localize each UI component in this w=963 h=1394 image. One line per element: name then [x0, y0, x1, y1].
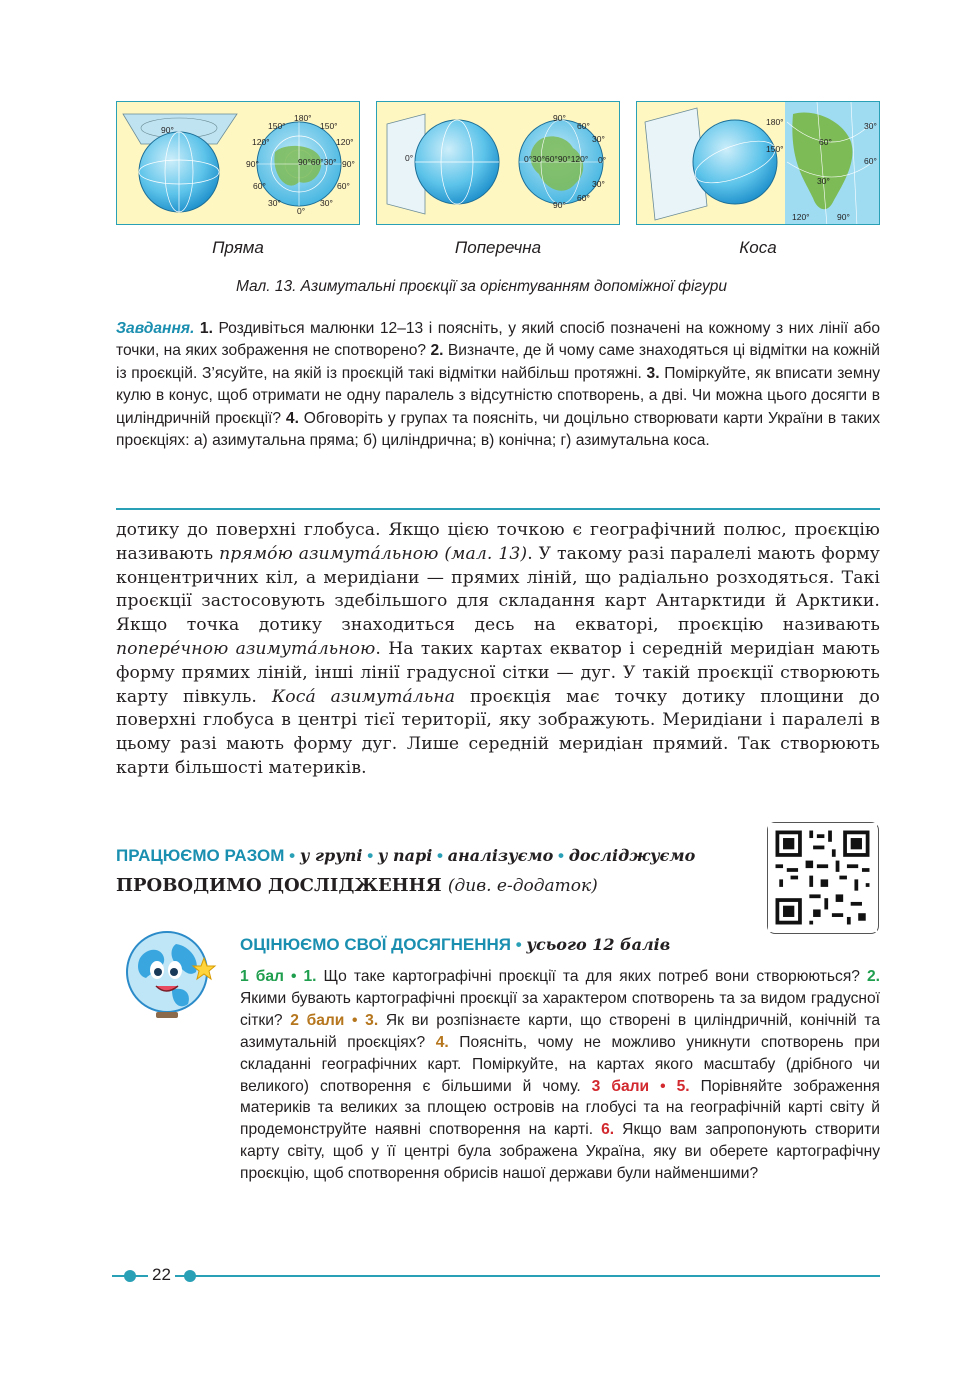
task-text: Поміркуйте, як вписати земну кулю в конус, щоб отримати не одну паралель з відсутністю спотворень, а дві. Чи можна цього досягти в циліндричній проєкції?	[116, 364, 880, 427]
degree-label: 90°60°30°	[298, 157, 337, 167]
degree-label: 90°	[342, 159, 355, 169]
degree-label: 30°	[864, 121, 877, 131]
research-note: (див. е-додаток)	[447, 876, 598, 896]
figure-title: Мал. 13. Азимутальні проєкції за орієнтуванням допоміжної фігури	[235, 278, 728, 295]
degree-label: 0°30°60°90°120°	[524, 154, 589, 164]
degree-label: 60°	[577, 193, 590, 203]
degree-label: 180°	[294, 113, 312, 123]
degree-label: 120°	[792, 212, 810, 222]
degree-label: 90°	[246, 159, 259, 169]
question-number: 6.	[601, 1121, 615, 1139]
question-text: Що таке картографічні проєкції та для яких потреб вони створюються?	[316, 968, 867, 985]
qr-code[interactable]	[767, 822, 879, 934]
degree-label: 0°	[598, 155, 607, 165]
degree-label: 90°	[837, 212, 850, 222]
figure-oblique-projection	[636, 101, 880, 225]
page-number: 22	[148, 1265, 175, 1285]
term: прямóю азимутáльною (мал. 13)	[219, 543, 528, 564]
mode-item: у групі	[299, 846, 363, 865]
assessment-heading: ОЦІНЮЄМО СВОЇ ДОСЯГНЕННЯ • усього 12 балів	[240, 935, 671, 954]
points-label: 1 бал • 1.	[240, 968, 317, 985]
body-text: дотику до поверхні глобуса. Якщо цією точкою є географічний полюс, проєкцію називають	[116, 520, 880, 564]
degree-label: 30°	[817, 176, 830, 186]
degree-label: 150°	[766, 144, 784, 154]
degree-label: 60°	[819, 137, 832, 147]
question-text: Якими бувають картографічні проєкції за характером спотворень та за видом градусної сітки?	[240, 989, 880, 1029]
work-together-heading: ПРАЦЮЄМО РАЗОМ • у групі • у парі • аналізуємо • досліджуємо	[116, 846, 696, 865]
mode-item: у парі	[377, 846, 433, 865]
mode-item: аналізуємо	[447, 846, 554, 865]
degree-label: 90°	[553, 113, 566, 123]
term: поперéчною азимутáльною	[116, 638, 376, 659]
footer-rule	[112, 1275, 880, 1277]
degree-label: 120°	[336, 137, 354, 147]
degree-label: 120°	[252, 137, 270, 147]
work-together-title: ПРАЦЮЄМО РАЗОМ	[116, 846, 285, 865]
question-number: 2.	[866, 968, 880, 985]
footer-ornament-icon	[112, 1268, 142, 1284]
body-text: . На таких картах екватор і середній меридіан мають форму прямих ліній, інші лінії градусної сітки — дуг. У такій проєкції створюють карту півкуль.	[116, 638, 880, 707]
footer-ornament-icon	[178, 1268, 202, 1284]
points-label: 2 бали • 3.	[290, 1011, 379, 1029]
section-divider	[116, 508, 880, 510]
figure-caption-direct: Пряма	[212, 238, 264, 257]
task-number: 2.	[430, 342, 444, 360]
body-paragraph	[116, 519, 880, 781]
degree-label: 0°	[297, 206, 306, 216]
assessment-title: ОЦІНЮЄМО СВОЇ ДОСЯГНЕННЯ	[240, 935, 511, 954]
research-title: ПРОВОДИМО ДОСЛІДЖЕННЯ	[116, 875, 442, 896]
term: Косá азимутáльна	[271, 686, 456, 707]
research-heading	[116, 875, 598, 896]
degree-label: 90°	[553, 200, 566, 210]
mode-item: досліджуємо	[568, 846, 696, 865]
figure-caption-transverse: Поперечна	[454, 238, 542, 257]
figure-caption-oblique: Коса	[739, 238, 777, 257]
degree-label: 30°	[592, 179, 605, 189]
body-text: . У такому разі паралелі мають форму концентричних кіл, а меридіани — прямих ліній, що радіально розходяться. Такі проєкції застосовують здебільшого для складання карт Антарктиди й Арктики. Якщо точка дотику знаходиться десь на екваторі, проєкцію називають	[116, 543, 880, 636]
degree-label: 60°	[864, 156, 877, 166]
degree-label: 60°	[577, 121, 590, 131]
task-text: Роздивіться малюнки 12–13 і поясніть, у який спосіб позначені на кожному з них лінії або точки, на яких зображення не спотворено?	[116, 320, 880, 360]
degree-label: 30°	[320, 198, 333, 208]
degree-label: 30°	[592, 134, 605, 144]
question-text: Поясніть, чому не можливо уникнути спотворень при складанні географічних карт. Поміркуйте, на картах якого масштабу (дрібного чи великого) спотворення є більшими й чому.	[240, 1033, 880, 1095]
degree-label: 60°	[253, 181, 266, 191]
degree-label: 90°	[161, 125, 174, 135]
degree-label: 180°	[766, 117, 784, 127]
degree-label: 60°	[337, 181, 350, 191]
degree-label: 150°	[320, 121, 338, 131]
assessment-questions	[116, 966, 880, 1185]
task-number: 4.	[285, 409, 299, 427]
assessment-total: усього 12 балів	[526, 935, 671, 954]
question-text: Порівняйте зображення материків та великих за площею островів на глобусі та на географічній карті світу й продемонструйте наявні спотворення на карті.	[240, 1077, 880, 1139]
points-label: 3 бали • 5.	[591, 1077, 690, 1095]
question-text: Якщо вам запропонують створити карту світу, щоб у її центрі була зображена Україна, яку ви оберете картографічну проєкцію, щоб спотворення обрисів нашої держави були найменшими?	[240, 1121, 880, 1183]
degree-label: 0°	[405, 153, 414, 163]
degree-label: 150°	[268, 121, 286, 131]
task-block: Завдання. 1. Роздивіться малюнки 12–13 і поясніть, у який спосіб позначені на кожному з них лінії або точки, на яких зображення не спотворено? 2. Визначте, де й чому саме знаходяться ці відмітки на кожній із проєкцій. З’ясуйте, на якій із проєкцій такі відмітки найбільш протяжні. 3. Поміркуйте, як вписати земну кулю в конус, щоб отримати не одну паралель з відсутністю спотворень, а дві. Чи можна цього досягти в циліндричній проєкції? 4. Обговоріть у групах та поясніть, чи доцільно створювати карти України в таких проєкціях: а) азимутальна пряма; б) циліндрична; в) конічна; г) азимутальна коса.	[116, 320, 880, 450]
task-text: Визначте, де й чому саме знаходяться ці відмітки на кожній із проєкцій. З’ясуйте, на якій із проєкцій такі відмітки найбільш протяжні.	[116, 342, 880, 382]
question-text: Як ви розпізнаєте карти, що створені в циліндричній, конічній та азимутальній проєкціях?	[240, 1011, 880, 1051]
degree-label: 30°	[268, 198, 281, 208]
task-number: 1.	[199, 320, 213, 337]
question-number: 4.	[435, 1033, 449, 1051]
body-text: проєкція має точку дотику площини до поверхні глобуса в центрі тієї території, яку зображують. Меридіани і паралелі в цьому разі мають форму дуг. Лише середній меридіан прямий. Так створюють карти більшості материків.	[116, 686, 880, 778]
task-title: Завдання	[116, 320, 191, 337]
task-text: Обговоріть у групах та поясніть, чи доцільно створювати карти України в таких проєкціях: а) азимутальна пряма; б) циліндрична; в) конічна; г) азимутальна коса.	[116, 409, 880, 450]
task-number: 3.	[646, 364, 660, 382]
